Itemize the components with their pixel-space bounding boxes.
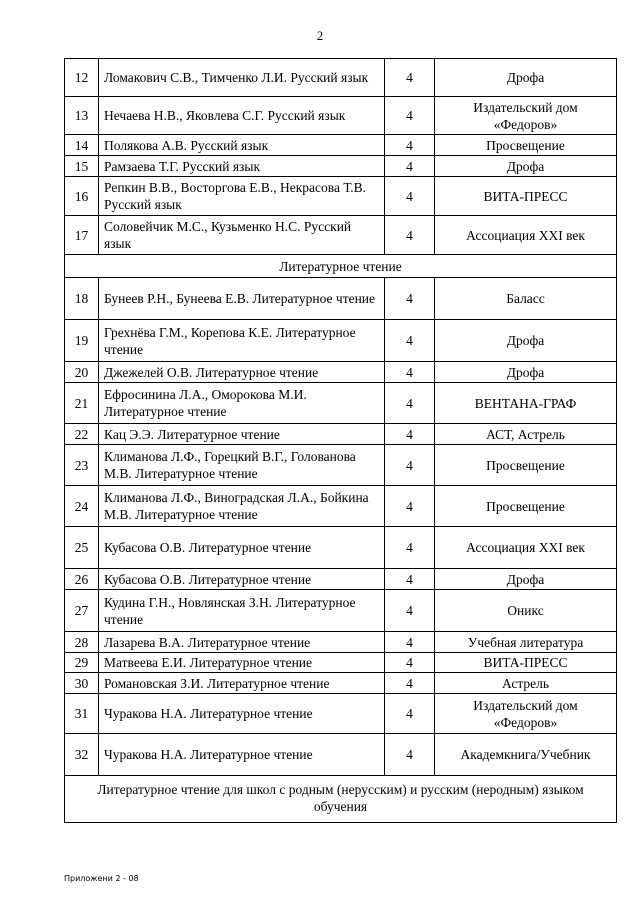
row-grade: 4 xyxy=(385,653,435,673)
row-author-title: Ефросинина Л.А., Оморокова М.И. Литературное чтение xyxy=(99,383,385,424)
row-publisher: Просвещение xyxy=(435,135,617,156)
table-row xyxy=(65,97,617,135)
row-number: 26 xyxy=(65,569,99,590)
table-row xyxy=(65,320,617,362)
row-publisher: Баласс xyxy=(435,278,617,320)
row-publisher: Дрофа xyxy=(435,362,617,383)
row-number: 17 xyxy=(65,216,99,255)
row-author-title: Кубасова О.В. Литературное чтение xyxy=(99,527,385,569)
row-publisher: Просвещение xyxy=(435,486,617,527)
page-number: 2 xyxy=(316,28,324,43)
row-grade: 4 xyxy=(385,216,435,255)
row-grade: 4 xyxy=(385,320,435,362)
table-row xyxy=(65,673,617,694)
section-title: Литературное чтение xyxy=(65,255,617,278)
row-grade: 4 xyxy=(385,383,435,424)
final-section-row xyxy=(65,776,617,823)
row-author-title: Соловейчик М.С., Кузьменко Н.С. Русский язык xyxy=(99,216,385,255)
row-number: 18 xyxy=(65,278,99,320)
final-section-group xyxy=(65,776,617,823)
table-row xyxy=(65,383,617,424)
table-row xyxy=(65,734,617,776)
row-grade: 4 xyxy=(385,278,435,320)
row-publisher: Дрофа xyxy=(435,569,617,590)
row-publisher: Учебная литература xyxy=(435,632,617,653)
row-author-title: Климанова Л.Ф., Горецкий В.Г., Голованова М.В. Литературное чтение xyxy=(99,445,385,486)
table-row xyxy=(65,156,617,177)
row-number: 31 xyxy=(65,694,99,734)
row-publisher: Дрофа xyxy=(435,59,617,97)
row-number: 24 xyxy=(65,486,99,527)
table-row xyxy=(65,632,617,653)
row-grade: 4 xyxy=(385,632,435,653)
table-row xyxy=(65,362,617,383)
row-author-title: Чуракова Н.А. Литературное чтение xyxy=(99,694,385,734)
row-grade: 4 xyxy=(385,694,435,734)
row-author-title: Романовская З.И. Литературное чтение xyxy=(99,673,385,694)
row-publisher: Издательский дом «Федоров» xyxy=(435,97,617,135)
row-author-title: Кац Э.Э. Литературное чтение xyxy=(99,424,385,445)
table-row xyxy=(65,569,617,590)
row-author-title: Бунеев Р.Н., Бунеева Е.В. Литературное чтение xyxy=(99,278,385,320)
row-publisher: Академкнига/Учебник xyxy=(435,734,617,776)
table-body-part2 xyxy=(65,278,617,776)
row-number: 22 xyxy=(65,424,99,445)
table-row xyxy=(65,59,617,97)
row-grade: 4 xyxy=(385,734,435,776)
textbook-table xyxy=(64,58,617,823)
row-grade: 4 xyxy=(385,424,435,445)
row-publisher: Оникс xyxy=(435,590,617,632)
row-grade: 4 xyxy=(385,177,435,216)
row-author-title: Репкин В.В., Восторгова Е.В., Некрасова Т.В. Русский язык xyxy=(99,177,385,216)
row-publisher: Просвещение xyxy=(435,445,617,486)
row-number: 21 xyxy=(65,383,99,424)
row-author-title: Чуракова Н.А. Литературное чтение xyxy=(99,734,385,776)
table-row xyxy=(65,135,617,156)
table-row xyxy=(65,216,617,255)
row-author-title: Рамзаева Т.Г. Русский язык xyxy=(99,156,385,177)
row-number: 19 xyxy=(65,320,99,362)
section-header-group xyxy=(65,255,617,278)
table-row xyxy=(65,177,617,216)
row-author-title: Джежелей О.В. Литературное чтение xyxy=(99,362,385,383)
row-number: 15 xyxy=(65,156,99,177)
row-number: 25 xyxy=(65,527,99,569)
row-publisher: Астрель xyxy=(435,673,617,694)
row-number: 29 xyxy=(65,653,99,673)
row-author-title: Грехнёва Г.М., Корепова К.Е. Литературное чтение xyxy=(99,320,385,362)
row-publisher: Издательский дом «Федоров» xyxy=(435,694,617,734)
footer-note: Приложени 2 - 08 xyxy=(64,874,139,883)
row-grade: 4 xyxy=(385,156,435,177)
table-row xyxy=(65,445,617,486)
row-number: 32 xyxy=(65,734,99,776)
row-number: 27 xyxy=(65,590,99,632)
row-author-title: Матвеева Е.И. Литературное чтение xyxy=(99,653,385,673)
row-number: 30 xyxy=(65,673,99,694)
row-number: 23 xyxy=(65,445,99,486)
row-publisher: ВИТА-ПРЕСС xyxy=(435,177,617,216)
row-author-title: Нечаева Н.В., Яковлева С.Г. Русский язык xyxy=(99,97,385,135)
table-row xyxy=(65,653,617,673)
row-author-title: Ломакович С.В., Тимченко Л.И. Русский язык xyxy=(99,59,385,97)
row-number: 14 xyxy=(65,135,99,156)
row-grade: 4 xyxy=(385,673,435,694)
row-grade: 4 xyxy=(385,527,435,569)
row-number: 20 xyxy=(65,362,99,383)
row-grade: 4 xyxy=(385,135,435,156)
row-author-title: Лазарева В.А. Литературное чтение xyxy=(99,632,385,653)
section-header-row xyxy=(65,255,617,278)
row-grade: 4 xyxy=(385,59,435,97)
row-publisher: Дрофа xyxy=(435,156,617,177)
final-section-title: Литературное чтение для школ с родным (нерусским) и русским (неродным) языком обучения xyxy=(65,776,617,823)
row-author-title: Полякова А.В. Русский язык xyxy=(99,135,385,156)
table-row xyxy=(65,424,617,445)
table-row xyxy=(65,278,617,320)
row-grade: 4 xyxy=(385,445,435,486)
row-number: 28 xyxy=(65,632,99,653)
row-author-title: Кудина Г.Н., Новлянская З.Н. Литературное чтение xyxy=(99,590,385,632)
table-row xyxy=(65,694,617,734)
row-grade: 4 xyxy=(385,590,435,632)
table-row xyxy=(65,527,617,569)
row-number: 16 xyxy=(65,177,99,216)
row-grade: 4 xyxy=(385,569,435,590)
row-publisher: Дрофа xyxy=(435,320,617,362)
row-publisher: ВИТА-ПРЕСС xyxy=(435,653,617,673)
row-grade: 4 xyxy=(385,362,435,383)
table-row xyxy=(65,486,617,527)
table-body-part1 xyxy=(65,59,617,255)
row-publisher: Ассоциация XXI век xyxy=(435,216,617,255)
row-publisher: АСТ, Астрель xyxy=(435,424,617,445)
row-number: 12 xyxy=(65,59,99,97)
table-row xyxy=(65,590,617,632)
row-publisher: Ассоциация XXI век xyxy=(435,527,617,569)
row-author-title: Кубасова О.В. Литературное чтение xyxy=(99,569,385,590)
row-number: 13 xyxy=(65,97,99,135)
row-grade: 4 xyxy=(385,486,435,527)
row-publisher: ВЕНТАНА-ГРАФ xyxy=(435,383,617,424)
row-grade: 4 xyxy=(385,97,435,135)
row-author-title: Климанова Л.Ф., Виноградская Л.А., Бойкина М.В. Литературное чтение xyxy=(99,486,385,527)
